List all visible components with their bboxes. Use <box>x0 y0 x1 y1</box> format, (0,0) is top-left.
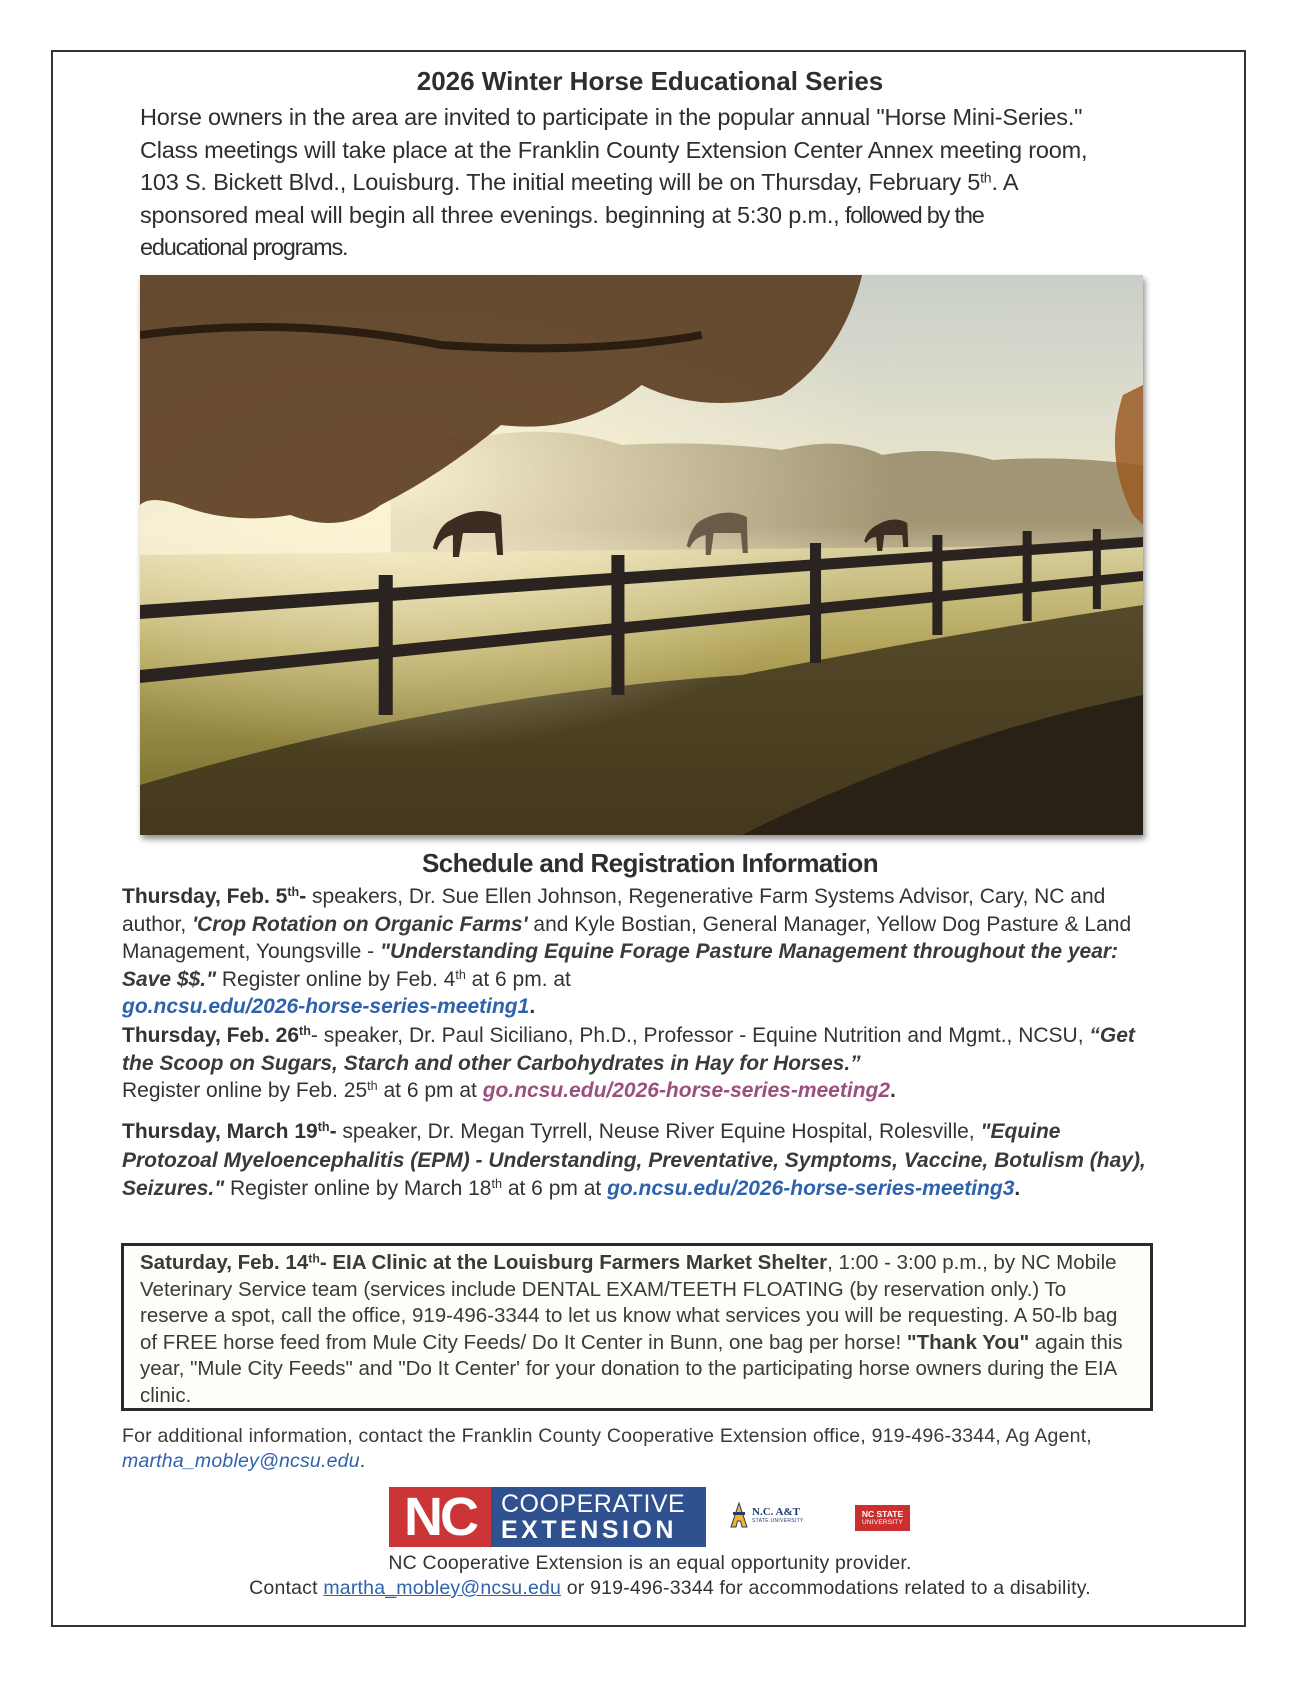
register-text: Register online by March 18 <box>224 1177 492 1200</box>
nc-cooperative-extension-logo <box>389 1487 706 1547</box>
date-suffix: - <box>299 885 307 908</box>
talk-title: "Equine Protozoal Myeloencephalitis (EPM) - Understanding, Preventative, Symptoms, Vaccine, Botulism (hay), Seizures." <box>122 1120 1146 1200</box>
intro-text: followed by the <box>839 201 984 228</box>
fence-post <box>810 543 821 663</box>
superscript: th <box>287 885 300 900</box>
register-text: at 6 pm at <box>502 1177 608 1200</box>
extension-text: EXTENSION <box>501 1516 677 1544</box>
superscript: th <box>367 1079 378 1094</box>
fence-post <box>1023 531 1032 621</box>
footer-text: or 919-496-3344 for accommodations related to a disability. <box>561 1577 1091 1599</box>
agent-email-link[interactable]: martha_mobley@ncsu.edu <box>122 1450 360 1472</box>
ncstate-text: NC STATE <box>861 1508 904 1519</box>
book-title: 'Crop Rotation on Organic Farms' <box>192 912 528 936</box>
intro-paragraph <box>140 101 1150 264</box>
nc-logo-mark: NC <box>389 1487 491 1547</box>
period: . <box>359 1450 366 1472</box>
thank-you: "Thank You" <box>906 1330 1030 1354</box>
fence-post <box>611 555 624 695</box>
date-text: Thursday, Feb. 5 <box>122 885 288 908</box>
meeting-entry-2 <box>122 1022 1157 1105</box>
speaker-info: - speaker, Dr. Paul Siciliano, Ph.D., Professor - Equine Nutrition and Mgmt., NCSU, <box>310 1024 1090 1047</box>
register-text: at 6 pm. at <box>465 967 571 991</box>
equal-opportunity-statement: NC Cooperative Extension is an equal opportunity provider. <box>388 1552 912 1574</box>
fence-post <box>379 575 393 715</box>
eia-title: - EIA Clinic at the Louisburg Farmers Market Shelter <box>319 1251 828 1274</box>
speaker-info: and Kyle Bostian, General Manager, Yellow Dog Pasture & Land Management, Youngsville - <box>122 912 1132 963</box>
pasture-photo <box>140 275 1143 835</box>
ncat-name: N.C. A&T <box>752 1505 800 1518</box>
schedule-heading: Schedule and Registration Information <box>422 848 878 878</box>
intro-line: Class meetings will take place at the Franklin County Extension Center Annex meeting room, <box>140 136 1088 163</box>
eia-headline <box>140 1251 827 1274</box>
footer-email-link[interactable]: martha_mobley@ncsu.edu <box>323 1577 562 1599</box>
eia-clinic-box <box>121 1243 1153 1411</box>
register-text: Register online by Feb. 25 <box>122 1079 368 1102</box>
superscript: th <box>455 967 466 982</box>
intro-text: 103 S. Bickett Blvd., Louisburg. The initial meeting will be on Thursday, February 5 <box>140 169 981 195</box>
extension-wordmark <box>491 1487 706 1547</box>
superscript: th <box>980 169 992 186</box>
speaker-info: speakers, Dr. Sue Ellen Johnson, Regenerative Farm Systems Advisor, Cary, NC and author, <box>122 885 1106 936</box>
register-text: Register online by Feb. 4 <box>216 967 456 991</box>
registration-link-meeting2[interactable]: go.ncsu.edu/2026-horse-series-meeting2 <box>482 1079 891 1102</box>
date-text: Saturday, Feb. 14 <box>140 1251 309 1274</box>
horses-pasture-image <box>140 275 1143 835</box>
superscript: th <box>491 1177 502 1192</box>
period: . <box>1014 1177 1021 1200</box>
meeting-entry-1 <box>122 883 1157 1021</box>
contact-text: For additional information, contact the Franklin County Cooperative Extension office, 919-496-3344, Ag Agent, <box>122 1425 1092 1447</box>
aggie-a-icon <box>730 1502 748 1528</box>
period: . <box>529 995 536 1018</box>
intro-text: . A <box>991 169 1019 195</box>
footer-text: Contact <box>249 1577 324 1599</box>
meeting-date <box>122 1120 337 1143</box>
flyer-title: 2026 Winter Horse Educational Series <box>416 66 884 96</box>
intro-line <box>140 166 1150 199</box>
register-text: at 6 pm at <box>377 1079 483 1102</box>
ncat-subtitle: STATE UNIVERSITY <box>752 1517 804 1524</box>
speaker-info: speaker, Dr. Megan Tyrrell, Neuse River Equine Hospital, Rolesville, <box>336 1120 981 1143</box>
intro-text: sponsored meal will begin all three evenings. beginning at 5:30 p.m., <box>140 201 840 228</box>
talk-title: "Understanding Equine Forage Pasture Management throughout the year: Save $$." <box>122 940 1119 991</box>
talk-title: “Get the Scoop on Sugars, Starch and other Carbohydrates in Hay for Horses.” <box>122 1024 1135 1075</box>
eia-body: again this year, "Mule City Feeds" and "Do It Center' for your donation to the participating horse owners during the EIA clinic. <box>140 1330 1123 1407</box>
meeting-date <box>122 885 306 908</box>
nc-at-logo <box>730 1502 804 1528</box>
registration-link-meeting3[interactable]: go.ncsu.edu/2026-horse-series-meeting3 <box>607 1177 1015 1200</box>
fence-post <box>1093 529 1101 609</box>
accommodations-statement <box>40 1576 1300 1601</box>
meeting-entry-3 <box>122 1118 1157 1204</box>
period: . <box>890 1079 896 1102</box>
superscript: th <box>299 1024 311 1039</box>
intro-line: educational programs. <box>140 234 348 260</box>
date-text: Thursday, Feb. 26 <box>122 1024 299 1047</box>
intro-line: Horse owners in the area are invited to participate in the popular annual "Horse Mini-Series." <box>140 104 1083 130</box>
date-suffix: - <box>329 1120 337 1143</box>
contact-info <box>122 1424 1162 1474</box>
ncstate-subtext: UNIVERSITY <box>861 1518 903 1526</box>
registration-link-meeting1[interactable]: go.ncsu.edu/2026-horse-series-meeting1 <box>122 995 530 1018</box>
nc-state-logo <box>855 1505 910 1531</box>
superscript: th <box>317 1120 330 1135</box>
intro-line <box>140 199 1150 232</box>
meeting-date <box>122 1024 311 1047</box>
fence-post <box>932 535 942 635</box>
superscript: th <box>308 1251 320 1266</box>
date-text: Thursday, March 19 <box>122 1120 318 1143</box>
cooperative-text: COOPERATIVE <box>501 1490 686 1518</box>
footer <box>0 1551 1300 1601</box>
eia-body: , 1:00 - 3:00 p.m., by NC Mobile Veterinary Service team (services include DENTAL EXAM/TEETH FLOATING (by reservation only.) To reserve a spot, call the office, 919-496-3344 to let us know what services you will be requesting. A 50-lb bag of FREE horse feed from Mule City Feeds/ Do It Center in Bunn, one bag per horse! <box>140 1251 1118 1354</box>
